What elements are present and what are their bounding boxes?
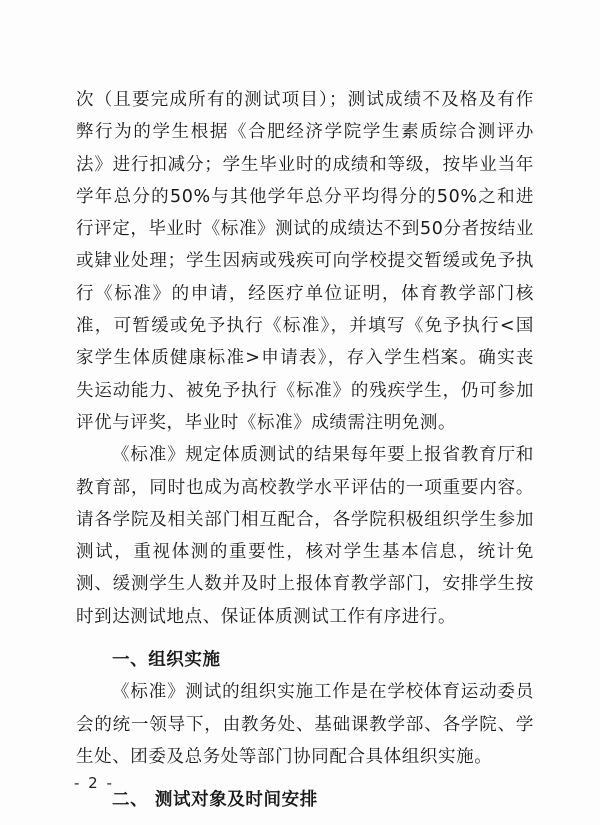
spacer <box>76 773 534 784</box>
spacer <box>76 633 534 644</box>
paragraph-standard-reporting: 《标准》规定体质测试的结果每年要上报省教育厅和教育部，同时也成为高校教学水平评估的一项重要内容。请各学院及相关部门相互配合，各学院积极组织学生参加测试，重视体测的重要性，核对学生基本信息，统计免测、缓测学生人数并及时上报体育教学部门，安排学生按时到达测试地点、保证体质测试工作有序进行。 <box>76 445 534 627</box>
paragraph-continued: 次（且要完成所有的测试项目）；测试成绩不及格及有作弊行为的学生根据《合肥经济学院学生素质综合测评办法》进行扣减分；学生毕业时的成绩和等级，按毕业当年学年总分的50%与其他学年总分平均得分的50%之和进行评定，毕业时《标准》测试的成绩达不到50分者按结业或肄业处理；学生因病或残疾可向学校提交暂缓或免予执行《标准》的申请，经医疗单位证明，体育教学部门核准，可暂缓或免予执行《标准》，并填写《免予执行<国家学生体质健康标准>申请表》，存入学生档案。确实丧失运动能力、被免予执行《标准》的残疾学生，仍可参加评优与评奖，毕业时《标准》成绩需注明免测。 <box>76 90 534 433</box>
section-heading-test-targets: 二、 测试对象及时间安排 <box>112 790 318 811</box>
page-number: - 2 - <box>74 774 114 792</box>
section-heading-organization: 一、组织实施 <box>112 650 221 671</box>
paragraph-organization: 《标准》测试的组织实施工作是在学校体育运动委员会的统一领导下，由教务处、基础课教学部、各学院、学生处、团委及总务处等部门协同配合具体组织实施。 <box>76 682 534 767</box>
document-body <box>76 84 534 817</box>
